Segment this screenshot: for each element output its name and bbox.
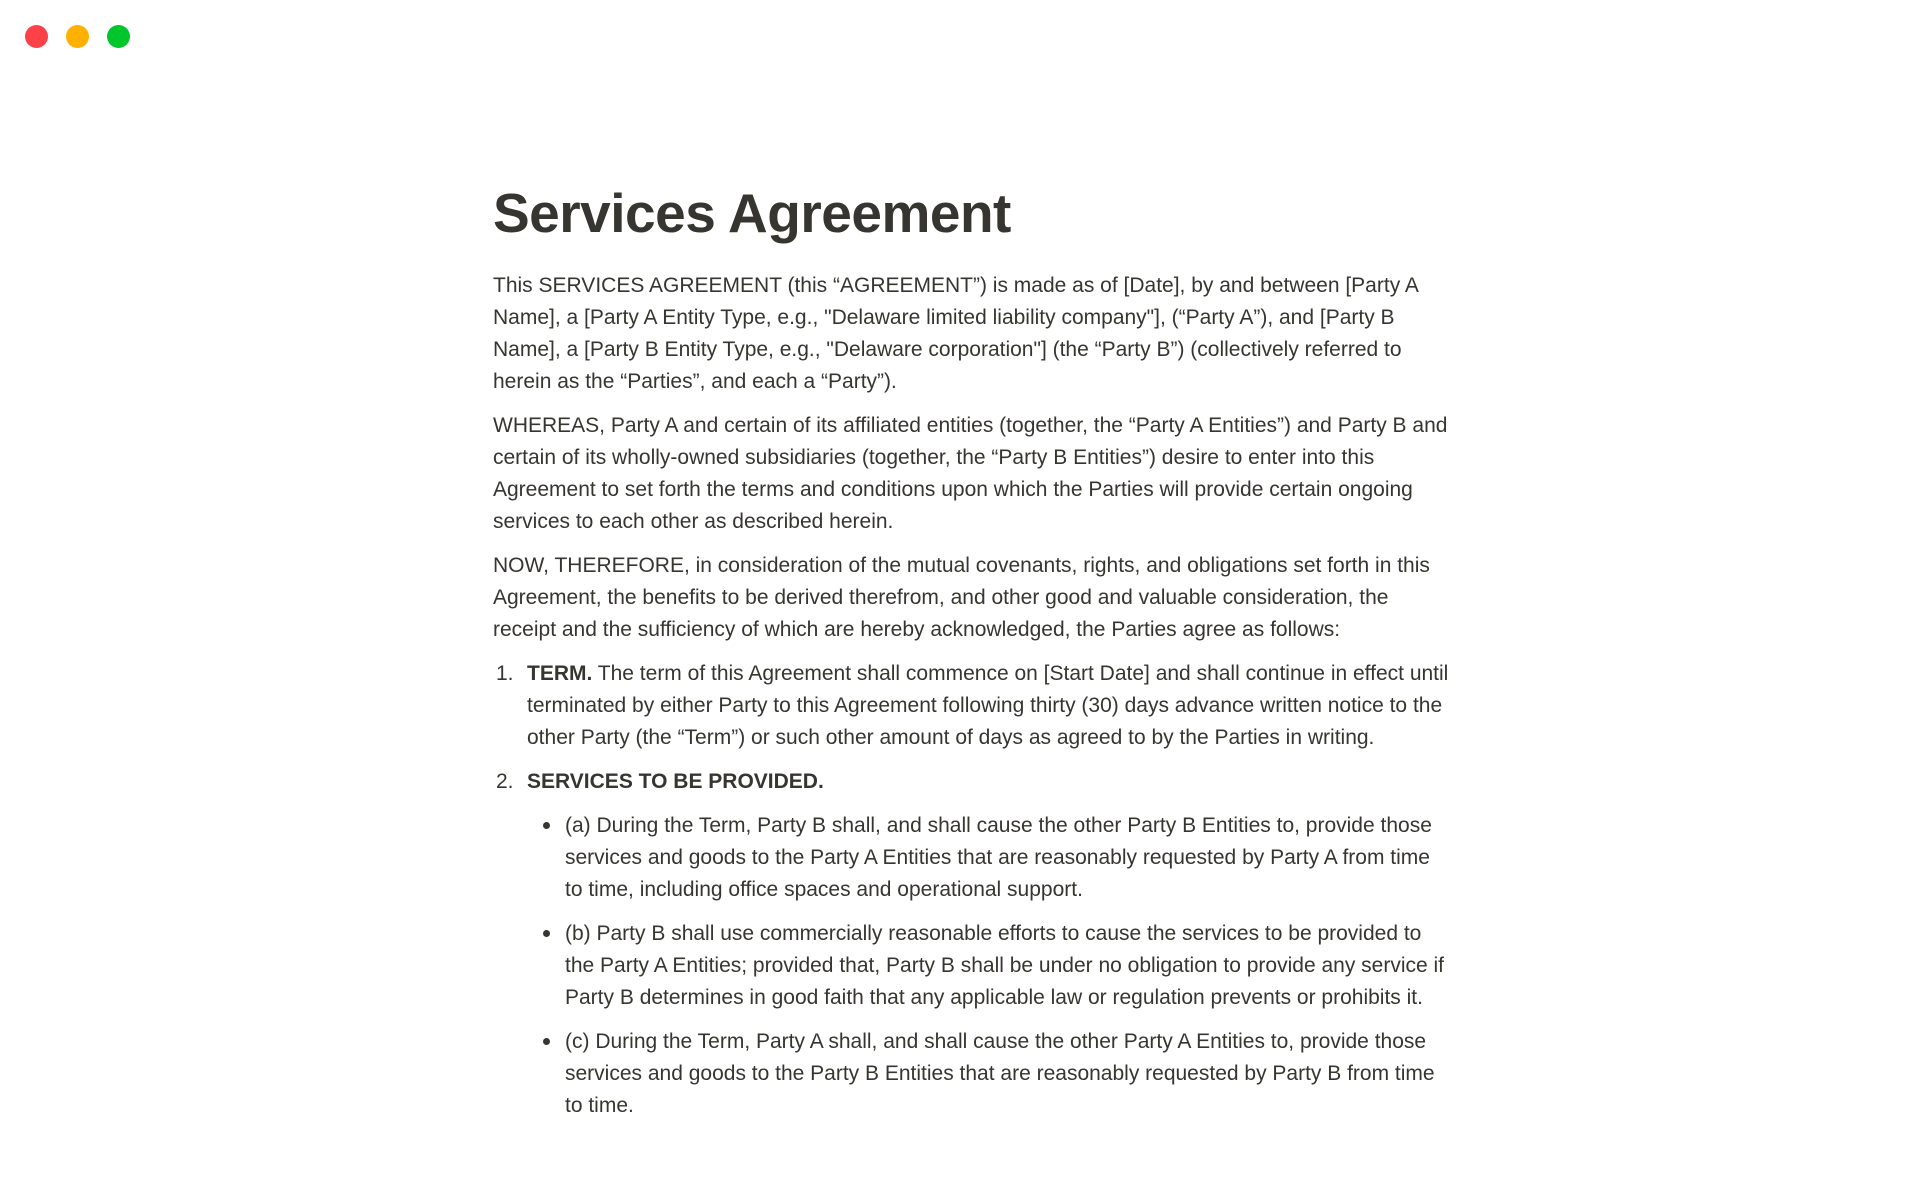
intro-paragraph-1[interactable]: This SERVICES AGREEMENT (this “AGREEMENT”) is made as of [Date], by and between [Party A Name], a [Party A Entity Type, e.g., "Delaware limited liability company"], (“Party A”), and [Party B Name], a [Party B Entity Type, e.g., "Delaware corporation"] (the “Party B”) (collectively referred to herein as the “Parties”, and each a “Party”).	[493, 274, 1418, 393]
bullet-icon	[527, 918, 565, 1014]
bullet-item-c[interactable]	[527, 1026, 1451, 1122]
bullet-icon	[527, 1026, 565, 1122]
numbered-item-services[interactable]	[493, 766, 1451, 798]
bullet-item-b[interactable]	[527, 918, 1451, 1014]
page-title[interactable]: Services Agreement	[493, 182, 1011, 244]
window-controls	[25, 25, 130, 48]
minimize-button[interactable]	[66, 25, 89, 48]
intro-paragraph-2[interactable]: WHEREAS, Party A and certain of its affiliated entities (together, the “Party A Entities”) and Party B and certain of its wholly-owned subsidiaries (together, the “Party B Entities”) desire to enter into this Agreement to set forth the terms and conditions upon which the Parties will provide certain ongoing services to each other as described herein.	[493, 414, 1448, 533]
term-body: The term of this Agreement shall commence on [Start Date] and shall continue in effect until terminated by either Party to this Agreement following thirty (30) days advance written notice to the other Party (the “Term”) or such other amount of days as agreed to by the Parties in writing.	[527, 662, 1449, 749]
numbered-item-text	[527, 766, 1451, 798]
term-heading: TERM.	[527, 662, 593, 685]
close-button[interactable]	[25, 25, 48, 48]
bullet-item-a[interactable]	[527, 810, 1451, 906]
list-number: 1.	[496, 662, 514, 685]
bullet-text-a: (a) During the Term, Party B shall, and shall cause the other Party B Entities to, provide those services and goods to the Party A Entities that are reasonably requested by Party A from time to time, including office spaces and operational support.	[565, 814, 1432, 901]
bullet-text-c: (c) During the Term, Party A shall, and shall cause the other Party A Entities to, provide those services and goods to the Party B Entities that are reasonably requested by Party B from time to time.	[565, 1030, 1435, 1117]
bullet-text-b: (b) Party B shall use commercially reasonable efforts to cause the services to be provided to the Party A Entities; provided that, Party B shall be under no obligation to provide any service if Party B determines in good faith that any applicable law or regulation prevents or prohibits it.	[565, 922, 1445, 1009]
list-number: 2.	[496, 770, 514, 793]
numbered-item-term[interactable]	[493, 658, 1451, 754]
intro-paragraph-3[interactable]: NOW, THEREFORE, in consideration of the mutual covenants, rights, and obligations set forth in this Agreement, the benefits to be derived therefrom, and other good and valuable consideration, the receipt and the sufficiency of which are hereby acknowledged, the Parties agree as follows:	[493, 554, 1430, 641]
services-heading: SERVICES TO BE PROVIDED.	[527, 770, 824, 793]
bullet-icon	[527, 810, 565, 906]
document-page	[493, 0, 1451, 1134]
numbered-item-text	[527, 658, 1451, 754]
fullscreen-button[interactable]	[107, 25, 130, 48]
